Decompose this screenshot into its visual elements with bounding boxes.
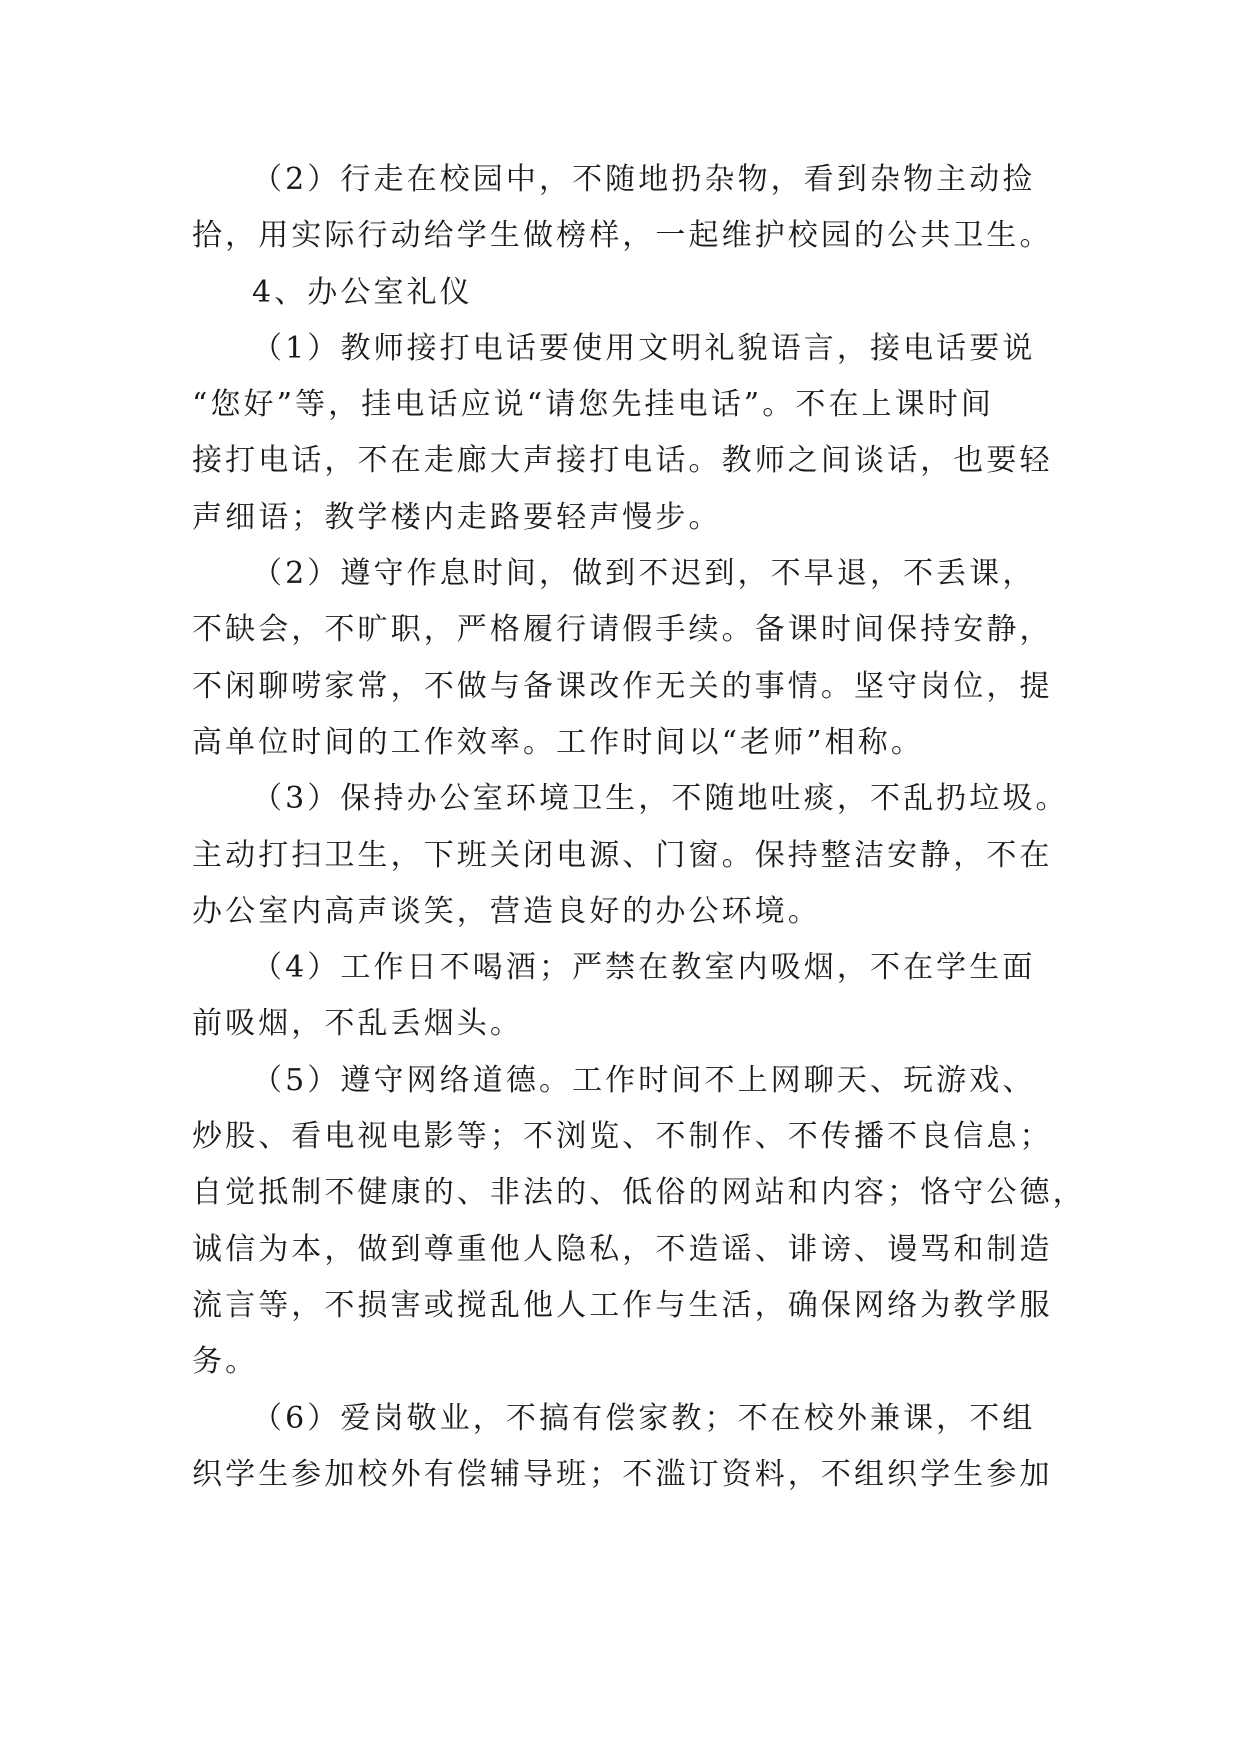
text-line: 4、办公室礼仪 bbox=[252, 274, 473, 310]
text-line: 不缺会，不旷职，严格履行请假手续。备课时间保持安静， bbox=[192, 612, 1053, 648]
text-line: （4）工作日不喝酒；严禁在教室内吸烟，不在学生面 bbox=[252, 950, 1036, 986]
text-line: （6）爱岗敬业，不搞有偿家教；不在校外兼课，不组 bbox=[252, 1400, 1036, 1436]
text-line: 炒股、看电视电影等；不浏览、不制作、不传播不良信息； bbox=[192, 1119, 1053, 1155]
text-line: 办公室内高声谈笑，营造良好的办公环境。 bbox=[192, 893, 821, 929]
text-line: （2）行走在校园中，不随地扔杂物，看到杂物主动捡 bbox=[252, 162, 1036, 197]
text-line: 高单位时间的工作效率。工作时间以“老师”相称。 bbox=[192, 724, 924, 760]
text-line: 务。 bbox=[192, 1344, 259, 1380]
text-line: （1）教师接打电话要使用文明礼貌语言，接电话要说 bbox=[252, 330, 1036, 366]
document-page bbox=[192, 152, 1086, 1503]
text-line: 诚信为本，做到尊重他人隐私，不造谣、诽谤、谩骂和制造 bbox=[192, 1231, 1053, 1267]
text-line: “您好”等，挂电话应说“请您先挂电话”。不在上课时间 bbox=[192, 387, 994, 423]
text-line: 不闲聊唠家常，不做与备课改作无关的事情。坚守岗位，提 bbox=[192, 668, 1053, 704]
text-line: 主动打扫卫生，下班关闭电源、门窗。保持整洁安静，不在 bbox=[192, 837, 1053, 873]
text-line: 拾，用实际行动给学生做榜样，一起维护校园的公共卫生。 bbox=[192, 218, 1053, 254]
text-line: 织学生参加校外有偿辅导班；不滥订资料，不组织学生参加 bbox=[192, 1456, 1053, 1492]
text-line: 自觉抵制不健康的、非法的、低俗的网站和内容；恪守公德， bbox=[192, 1175, 1086, 1211]
text-line: （2）遵守作息时间，做到不迟到，不早退，不丢课， bbox=[252, 556, 1036, 592]
text-line: 前吸烟，不乱丢烟头。 bbox=[192, 1006, 523, 1042]
text-line: 流言等，不损害或搅乱他人工作与生活，确保网络为教学服 bbox=[192, 1287, 1053, 1323]
text-line: 声细语；教学楼内走路要轻声慢步。 bbox=[192, 499, 722, 535]
text-line: （5）遵守网络道德。工作时间不上网聊天、玩游戏、 bbox=[252, 1062, 1036, 1098]
text-line: 接打电话，不在走廊大声接打电话。教师之间谈话，也要轻 bbox=[192, 443, 1053, 479]
text-line: （3）保持办公室环境卫生，不随地吐痰，不乱扔垃圾。 bbox=[252, 781, 1069, 817]
